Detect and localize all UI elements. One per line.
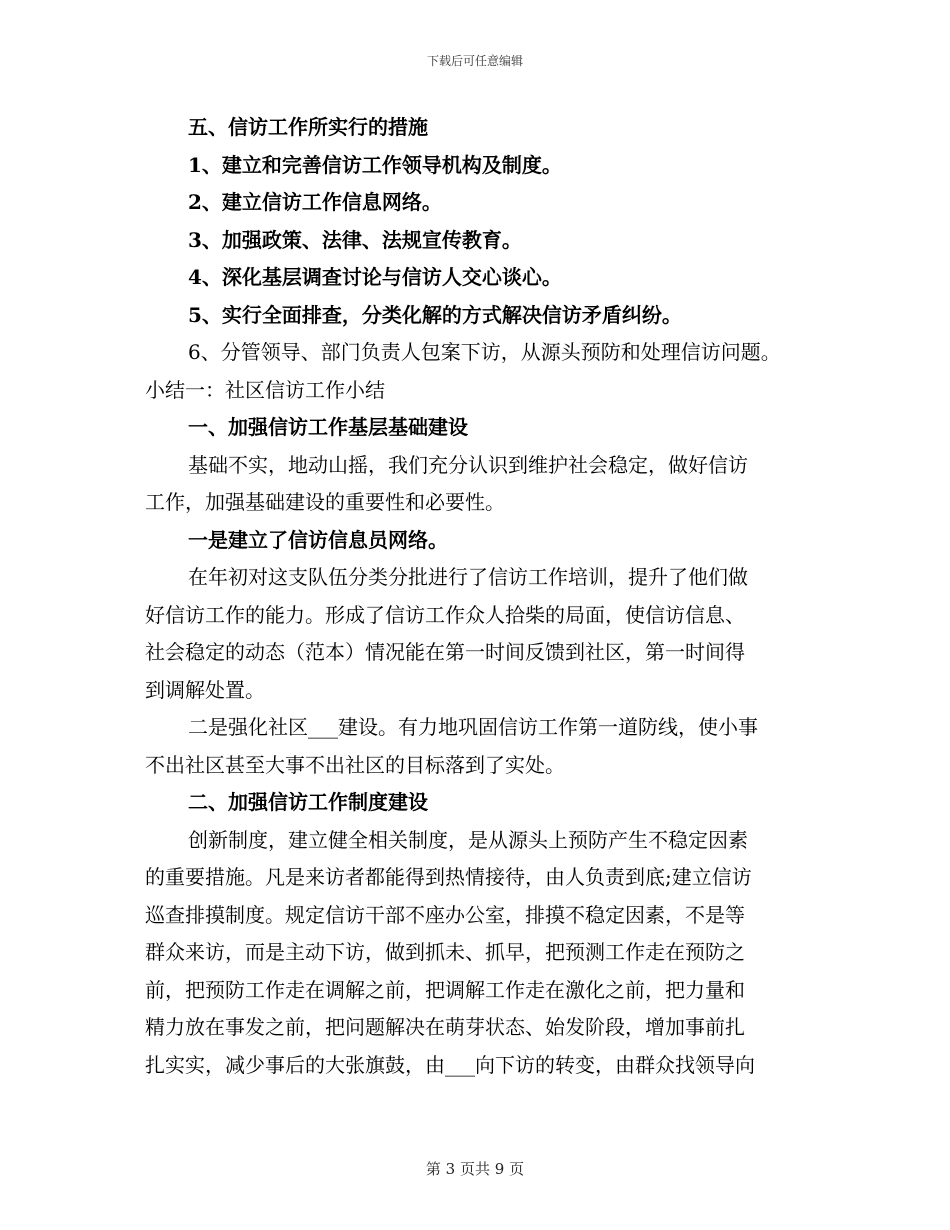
- text-line: 2、建立信访工作信息网络。: [188, 190, 442, 214]
- text-line: 6、分管领导、部门负责人包案下访，从源头预防和处理信访问题。: [188, 340, 781, 364]
- text-line: 1、建立和完善信访工作领导机构及制度。: [188, 152, 562, 177]
- text-line: 精力放在事发之前，把问题解决在萌芽状态、始发阶段，增加事前扎: [145, 1015, 745, 1039]
- text-line: 前，把预防工作走在调解之前，把调解工作走在激化之前，把力量和: [145, 977, 745, 1002]
- text-line: 扎实实，减少事后的大张旗鼓，由___向下访的转变，由群众找领导向: [145, 1052, 755, 1077]
- text-line: 好信访工作的能力。形成了信访工作众人拾柴的局面，使信访信息、: [145, 602, 745, 627]
- text-line: 工作，加强基础建设的重要性和必要性。: [145, 490, 505, 514]
- text-line: 一、加强信访工作基层基础建设: [188, 415, 468, 439]
- text-line: 二、加强信访工作制度建设: [188, 790, 428, 814]
- text-line: 不出社区甚至大事不出社区的目标落到了实处。: [145, 752, 565, 777]
- page-header: 下载后可任意编辑: [426, 54, 523, 68]
- text-line: 创新制度，建立健全相关制度，是从源头上预防产生不稳定因素: [188, 827, 748, 852]
- text-line: 5、实行全面排查，分类化解的方式解决信访矛盾纠纷。: [188, 302, 682, 327]
- text-line: 社会稳定的动态（范本）情况能在第一时间反馈到社区，第一时间得: [145, 640, 745, 664]
- text-line: 群众来访，而是主动下访，做到抓未、抓早，把预测工作走在预防之: [145, 940, 745, 964]
- text-line: 一是建立了信访信息员网络。: [188, 527, 448, 552]
- document-body: [145, 109, 810, 1084]
- text-line: 到调解处置。: [145, 677, 265, 702]
- text-line: 3、加强政策、法律、法规宣传教育。: [188, 227, 522, 252]
- text-line: 小结一：社区信访工作小结: [145, 377, 385, 402]
- text-line: 在年初对这支队伍分类分批进行了信访工作培训，提升了他们做: [188, 565, 748, 589]
- text-line: 的重要措施。凡是来访者都能得到热情接待，由人负责到底;建立信访: [145, 865, 752, 889]
- text-line: 4、深化基层调查讨论与信访人交心谈心。: [188, 265, 562, 289]
- text-line: 基础不实，地动山摇，我们充分认识到维护社会稳定，做好信访: [188, 452, 748, 477]
- text-line: 巡查排摸制度。规定信访干部不座办公室，排摸不稳定因素，不是等: [145, 902, 745, 927]
- text-line: 二是强化社区___建设。有力地巩固信访工作第一道防线，使小事: [188, 715, 758, 739]
- text-line: 五、信访工作所实行的措施: [188, 115, 428, 139]
- page-number: 第 3 页共 9 页: [425, 1160, 525, 1178]
